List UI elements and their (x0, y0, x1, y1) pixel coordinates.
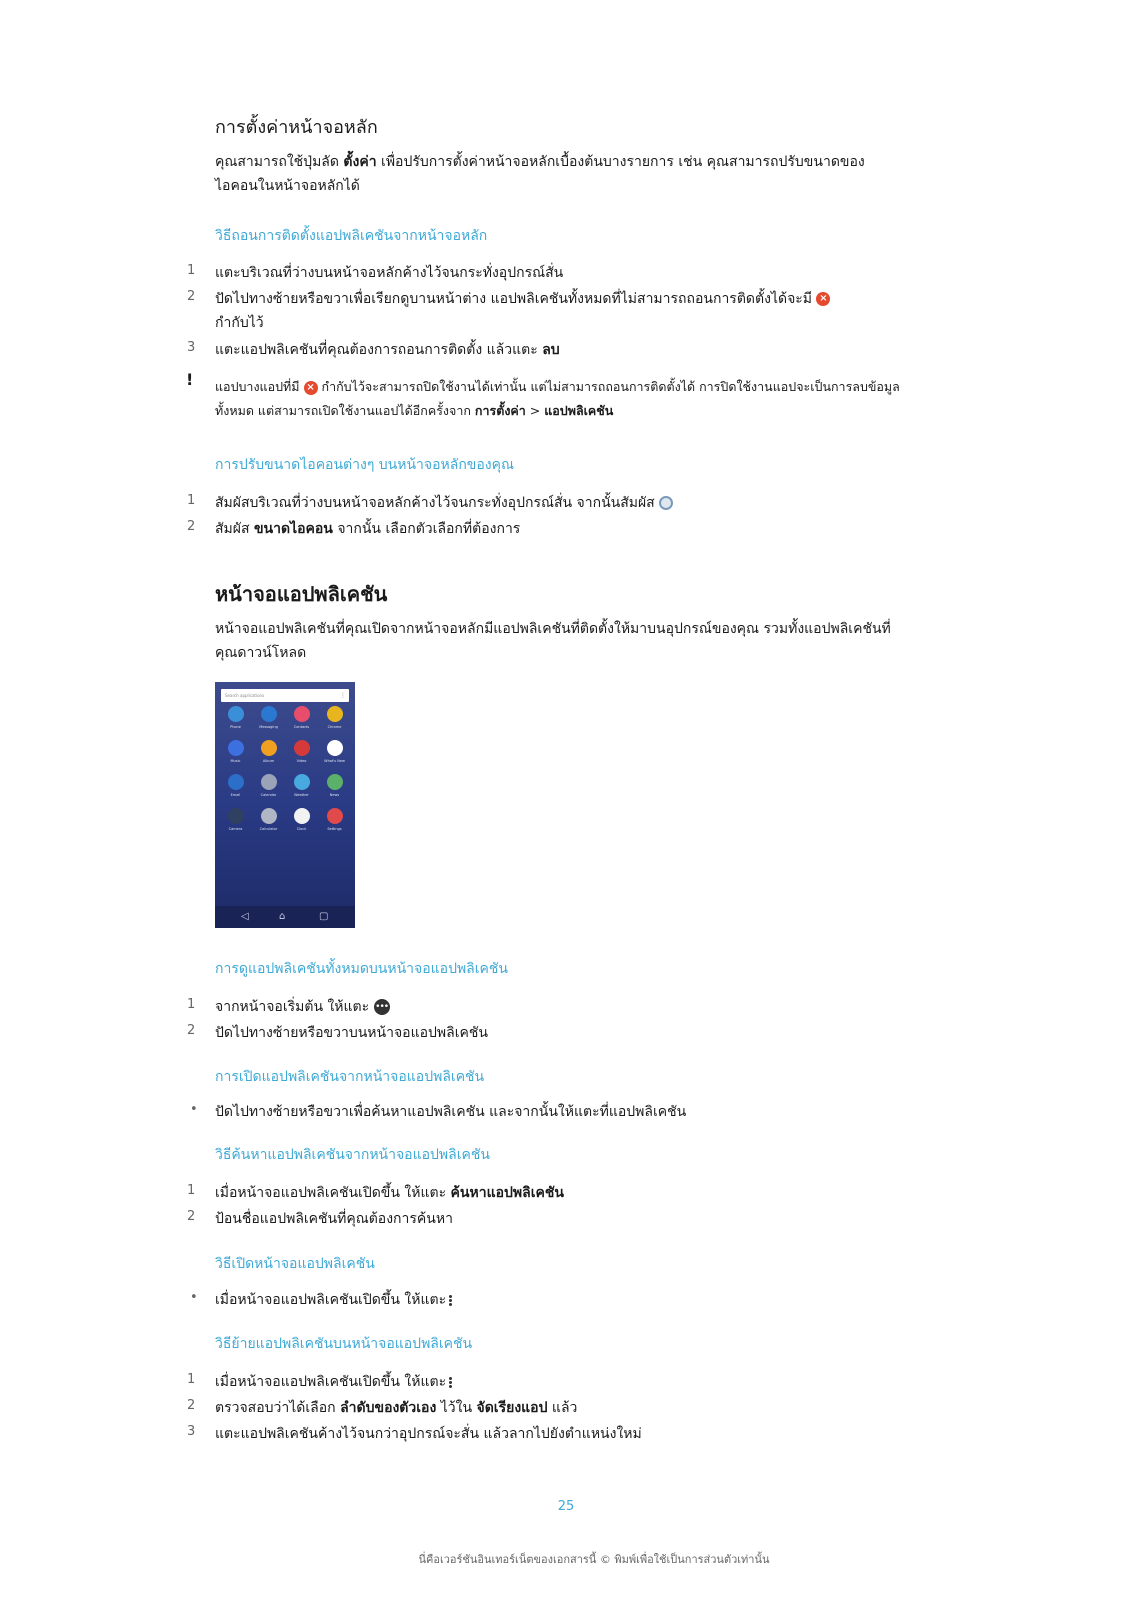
phone-app-icon (294, 740, 310, 756)
subheading-open-app-screen-menu: วิธีเปิดหน้าจอแอปพลิเคชัน (215, 1256, 375, 1272)
phone-app-label: News (329, 793, 340, 797)
phone-app-icon (327, 774, 343, 790)
phone-app-icon (294, 706, 310, 722)
cannot-uninstall-icon: × (816, 292, 830, 306)
section-heading-app-screen: หน้าจอแอปพลิเคชัน (215, 582, 388, 606)
phone-app-label: Phone (230, 725, 241, 729)
step-number: 2 (187, 1023, 196, 1038)
subheading-view-all-apps: การดูแอปพลิเคชันทั้งหมดบนหน้าจอแอปพลิเคชัน (215, 961, 508, 977)
apps-grid-icon: ••• (374, 999, 390, 1015)
phone-app-icon (261, 740, 277, 756)
phone-app-music (219, 740, 252, 763)
phone-app-calculator (252, 808, 285, 831)
bullet: • (190, 1290, 198, 1305)
phone-app-label: Calculator (259, 827, 278, 831)
phone-app-icon (228, 740, 244, 756)
phone-app-chrome (318, 706, 351, 729)
uninstall-note-line1: แอปบางแอปที่มี × กำกับไว้จะสามารถปิดใช้งานได้เท่านั้น แต่ไม่สามารถถอนการติดตั้งได้ การปิดใช้งานแอปจะเป็นการลบข้อมูล (215, 379, 900, 394)
phone-app-label: Settings (327, 827, 342, 831)
view-all-step-1: จากหน้าจอเริ่มต้น ให้แตะ ••• (215, 999, 389, 1015)
phone-app-news (318, 774, 351, 797)
step-number: 2 (187, 289, 196, 304)
uninstall-note-line2: ทั้งหมด แต่สามารถเปิดใช้งานแอปได้อีกครั้งจาก การตั้งค่า > แอปพลิเคชัน (215, 403, 614, 418)
step-number: 1 (187, 263, 196, 278)
icon-size-step-2: สัมผัส ขนาดไอคอน จากนั้น เลือกตัวเลือกที่ต้องการ (215, 521, 521, 537)
phone-app-email (219, 774, 252, 797)
phone-menu-icon: ⋮ (340, 692, 346, 699)
phone-app-label: Video (296, 759, 307, 763)
phone-app-label: Calendar (260, 793, 277, 797)
app-screen-menu-bullet: เมื่อหน้าจอแอปพลิเคชันเปิดขึ้น ให้แตะ (215, 1289, 453, 1311)
phone-app-label: Contacts (293, 725, 310, 729)
more-options-icon (449, 1294, 453, 1307)
phone-app-label: Music (230, 759, 241, 763)
phone-app-video (285, 740, 318, 763)
subheading-search-app: วิธีค้นหาแอปพลิเคชันจากหน้าจอแอปพลิเคชัน (215, 1147, 490, 1163)
phone-app-album (252, 740, 285, 763)
phone-app-calendar (252, 774, 285, 797)
phone-app-messaging (252, 706, 285, 729)
view-all-step-2: ปัดไปทางซ้ายหรือขวาบนหน้าจอแอปพลิเคชัน (215, 1025, 488, 1041)
page-number: 25 (557, 1499, 575, 1514)
uninstall-step-1: แตะบริเวณที่ว่างบนหน้าจอหลักค้างไว้จนกระทั่งอุปกรณ์สั่น (215, 265, 564, 281)
phone-app-what-s-new (318, 740, 351, 763)
phone-app-phone (219, 706, 252, 729)
phone-app-icon (228, 706, 244, 722)
phone-app-icon (327, 808, 343, 824)
bullet: • (190, 1102, 198, 1117)
move-app-step-2: ตรวจสอบว่าได้เลือก ลำดับของตัวเอง ไว้ใน จัดเรียงแอป แล้ว (215, 1400, 578, 1416)
app-screen-paragraph-line2: คุณดาวน์โหลด (215, 645, 307, 661)
phone-app-icon (294, 774, 310, 790)
warning-icon: ! (186, 370, 194, 389)
phone-app-icon (327, 740, 343, 756)
step-number: 1 (187, 493, 196, 508)
subheading-open-app: การเปิดแอปพลิเคชันจากหน้าจอแอปพลิเคชัน (215, 1069, 485, 1085)
search-app-step-2: ป้อนชื่อแอปพลิเคชันที่คุณต้องการค้นหา (215, 1211, 453, 1227)
step-number: 1 (187, 1372, 196, 1387)
app-screen-screenshot (215, 682, 355, 928)
phone-app-label: Messaging (259, 725, 278, 729)
move-app-step-1: เมื่อหน้าจอแอปพลิเคชันเปิดขึ้น ให้แตะ (215, 1371, 453, 1393)
phone-app-icon (228, 774, 244, 790)
section-heading-home-settings: การตั้งค่าหน้าจอหลัก (215, 117, 378, 138)
step-number: 3 (187, 1424, 196, 1439)
home-settings-paragraph-line1: คุณสามารถใช้ปุ่มลัด ตั้งค่า เพื่อปรับการตั้งค่าหน้าจอหลักเบื้องต้นบางรายการ เช่น คุณสามารถปรับขนาดของ (215, 154, 865, 170)
phone-app-label: What's New (324, 759, 345, 763)
app-screen-paragraph-line1: หน้าจอแอปพลิเคชันที่คุณเปิดจากหน้าจอหลักมีแอปพลิเคชันที่ติดตั้งให้มาบนอุปกรณ์ของคุณ รวมทั้งแอปพลิเคชันที่ (215, 621, 891, 637)
phone-app-icon (294, 808, 310, 824)
open-app-bullet: ปัดไปทางซ้ายหรือขวาเพื่อค้นหาแอปพลิเคชัน และจากนั้นให้แตะที่แอปพลิเคชัน (215, 1104, 687, 1120)
step-number: 2 (187, 1209, 196, 1224)
phone-app-label: Clock (296, 827, 307, 831)
step-number: 3 (187, 340, 196, 355)
step-number: 2 (187, 519, 196, 534)
cannot-uninstall-icon: × (304, 381, 318, 395)
phone-search-bar (221, 689, 349, 702)
phone-app-camera (219, 808, 252, 831)
step-number: 1 (187, 1183, 196, 1198)
uninstall-step-2-cont: กำกับไว้ (215, 315, 264, 331)
phone-app-contacts (285, 706, 318, 729)
phone-app-label: Chrome (327, 725, 342, 729)
subheading-uninstall: วิธีถอนการติดตั้งแอปพลิเคชันจากหน้าจอหลัก (215, 228, 488, 244)
more-options-icon (449, 1376, 453, 1389)
subheading-move-app: วิธีย้ายแอปพลิเคชันบนหน้าจอแอปพลิเคชัน (215, 1336, 473, 1352)
subheading-icon-size: การปรับขนาดไอคอนต่างๆ บนหน้าจอหลักของคุณ (215, 457, 514, 473)
step-number: 2 (187, 1398, 196, 1413)
phone-app-icon (261, 808, 277, 824)
phone-app-icon (261, 706, 277, 722)
search-app-step-1: เมื่อหน้าจอแอปพลิเคชันเปิดขึ้น ให้แตะ ค้นหาแอปพลิเคชัน (215, 1185, 564, 1201)
phone-app-icon (228, 808, 244, 824)
phone-app-label: Weather (294, 793, 309, 797)
phone-app-icon (327, 706, 343, 722)
uninstall-step-3: แตะแอปพลิเคชันที่คุณต้องการถอนการติดตั้ง แล้วแตะ ลบ (215, 342, 560, 358)
settings-icon (659, 496, 673, 510)
uninstall-step-2: ปัดไปทางซ้ายหรือขวาเพื่อเรียกดูบานหน้าต่าง แอปพลิเคชันทั้งหมดที่ไม่สามารถถอนการติดตั้งได้จะมี × (215, 288, 830, 310)
home-settings-paragraph-line2: ไอคอนในหน้าจอหลักได้ (215, 178, 360, 194)
icon-size-step-1: สัมผัสบริเวณที่ว่างบนหน้าจอหลักค้างไว้จนกระทั่งอุปกรณ์สั่น จากนั้นสัมผัส (215, 492, 673, 514)
phone-app-weather (285, 774, 318, 797)
home-icon: ⌂ (279, 911, 286, 922)
footer-note: นี่คือเวอร์ชันอินเทอร์เน็ตของเอกสารนี้ © พิมพ์เพื่อใช้เป็นการส่วนตัวเท่านั้น (418, 1553, 770, 1566)
phone-app-label: Camera (228, 827, 243, 831)
back-icon: ◁ (241, 911, 249, 922)
phone-search-placeholder: Search applications (225, 693, 265, 698)
phone-app-clock (285, 808, 318, 831)
phone-app-label: Album (262, 759, 275, 763)
phone-nav-bar (215, 906, 355, 928)
recents-icon: ▢ (319, 911, 329, 922)
step-number: 1 (187, 997, 196, 1012)
phone-app-label: Email (230, 793, 241, 797)
phone-app-settings (318, 808, 351, 831)
move-app-step-3: แตะแอปพลิเคชันค้างไว้จนกว่าอุปกรณ์จะสั่น แล้วลากไปยังตำแหน่งใหม่ (215, 1426, 642, 1442)
phone-app-icon (261, 774, 277, 790)
